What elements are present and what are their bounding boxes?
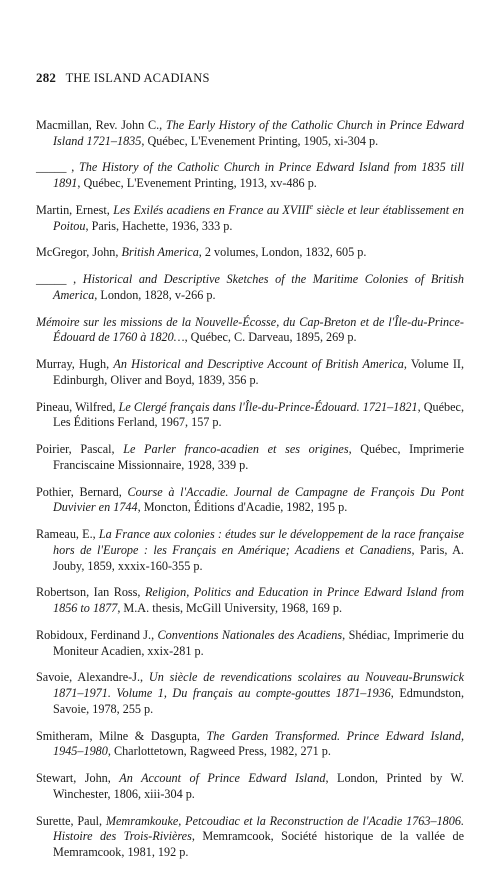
- entry-text: , 2 volumes, London, 1832, 605 p.: [198, 245, 367, 260]
- entry-title: Religion, Politics and Education in Prince Edward Island from 1856 to 1877: [53, 585, 464, 616]
- entry-title: Les Exilés acadiens en France au XVIII: [113, 202, 310, 217]
- entry-text: , London, Printed by W. Winchester, 1806, xiii-304 p.: [53, 771, 464, 801]
- entry-text-sup: e: [309, 201, 314, 211]
- entry-text: , Québec, C. Darveau, 1895, 269 p.: [184, 330, 357, 345]
- bibliography-entry: [36, 527, 464, 574]
- entry-text: , Edmundston, Savoie, 1978, 255 p.: [53, 686, 464, 716]
- entry-title: An Account of Prince Edward Island: [119, 771, 326, 786]
- entry-text: , Shédiac, Imprimerie du Moniteur Acadien, xxix-281 p.: [53, 627, 464, 658]
- entry-title: Un siècle de revendications scolaires au Nouveau-Brunswick 1871–1971. Volume 1, Du français au compte-gouttes 1871–1936: [53, 670, 464, 701]
- bibliography-entry: [36, 245, 464, 261]
- bibliography-list: [36, 118, 464, 872]
- entry-text: , M.A. thesis, McGill University, 1968, 169 p.: [117, 601, 342, 616]
- entry-text: , Paris, A. Jouby, 1859, xxxix-160-355 p.: [53, 542, 464, 573]
- bibliography-entry: [36, 729, 464, 761]
- entry-text: Murray, Hugh,: [36, 357, 114, 372]
- bibliography-entry: [36, 118, 464, 150]
- entry-title: Course à l'Accadie. Journal de Campagne de François Du Pont Duvivier en 1744: [53, 484, 464, 515]
- entry-title: La France aux colonies : études sur le développement de la race française hors de l'Europe : les Français en Amérique; Acadiens et Canadiens: [53, 527, 464, 557]
- entry-text: , Québec, L'Evenement Printing, 1905, xi-304 p.: [141, 133, 379, 148]
- bibliography-entry: [36, 628, 464, 660]
- entry-title: Memramkouke, Petcoudiac et la Reconstruction de l'Acadie 1763–1806. Histoire des Trois-Rivières: [53, 813, 464, 844]
- entry-text: Robertson, Ian Ross,: [36, 585, 145, 600]
- entry-title: Conventions Nationales des Acadiens: [157, 627, 343, 642]
- bibliography-entry: [36, 400, 464, 432]
- bibliography-entry: [36, 272, 464, 304]
- entry-text: Rameau, E.,: [36, 527, 99, 542]
- entry-text: , Paris, Hachette, 1936, 333 p.: [85, 218, 233, 233]
- entry-title: Historical and Descriptive Sketches of the Maritime Colonies of British America: [53, 272, 464, 302]
- entry-text: , Charlottetown, Ragweed Press, 1982, 271 p.: [107, 744, 331, 759]
- bibliography-entry: [36, 357, 464, 389]
- entry-text: Robidoux, Ferdinand J.,: [36, 627, 158, 642]
- entry-text: Surette, Paul,: [36, 813, 106, 828]
- bibliography-entry: [36, 585, 464, 617]
- entry-text: Pineau, Wilfred,: [36, 399, 119, 414]
- entry-text: , Québec, L'Evenement Printing, 1913, xv-486 p.: [77, 176, 317, 191]
- entry-text: Macmillan, Rev. John C.,: [36, 118, 166, 132]
- entry-text: McGregor, John,: [36, 245, 122, 260]
- entry-title: Le Parler franco-acadien et ses origines: [123, 442, 349, 457]
- entry-text: Poirier, Pascal,: [36, 442, 124, 457]
- running-title: THE ISLAND ACADIANS: [65, 71, 210, 85]
- entry-text: , Memramcook, Société historique de la vallée de Memramcook, 1981, 192 p.: [53, 829, 464, 860]
- bibliography-entry: [36, 670, 464, 717]
- entry-text: _____ ,: [36, 272, 83, 287]
- page-number: 282: [36, 70, 57, 85]
- bibliography-entry: [36, 485, 464, 517]
- entry-text: Stewart, John,: [36, 771, 120, 786]
- bibliography-entry: [36, 771, 464, 803]
- entry-title: The Early History of the Catholic Church in Prince Edward Island 1721–1835: [53, 118, 464, 148]
- entry-text: , London, 1828, v-266 p.: [94, 287, 216, 302]
- entry-text: Smitheram, Milne & Dasgupta,: [36, 728, 207, 743]
- entry-text: , Moncton, Éditions d'Acadie, 1982, 195 p.: [137, 500, 348, 515]
- entry-text: , Volume II, Edinburgh, Oliver and Boyd, 1839, 356 p.: [53, 357, 464, 387]
- running-head: [36, 70, 210, 86]
- entry-title: An Historical and Descriptive Account of British America: [113, 357, 404, 372]
- bibliography-entry: [36, 315, 464, 347]
- entry-title: siècle et leur établissement en Poitou: [53, 202, 465, 233]
- entry-title: The History of the Catholic Church in Prince Edward Island from 1835 till 1891: [53, 160, 465, 191]
- entry-title: The Garden Transformed. Prince Edward Island, 1945–1980: [53, 728, 464, 759]
- bibliography-entry: [36, 442, 464, 474]
- entry-text: Pothier, Bernard,: [36, 484, 128, 499]
- entry-title: Le Clergé français dans l'Île-du-Prince-Édouard. 1721–1821: [118, 399, 418, 414]
- entry-text: , Québec, Imprimerie Franciscaine Missionnaire, 1928, 339 p.: [53, 442, 464, 472]
- entry-text: _____ ,: [36, 160, 79, 175]
- entry-text: Savoie, Alexandre-J.,: [36, 670, 149, 685]
- entry-title: Mémoire sur les missions de la Nouvelle-Écosse, du Cap-Breton et de l'Île-du-Prince-Édouard de 1760 à 1820…: [36, 314, 464, 345]
- entry-text: , Québec, Les Éditions Ferland, 1967, 157 p.: [53, 399, 465, 430]
- bibliography-entry: [36, 203, 464, 235]
- bibliography-entry: [36, 814, 464, 861]
- bibliography-entry: [36, 160, 464, 192]
- entry-title: British America: [121, 245, 199, 260]
- entry-text: Martin, Ernest,: [36, 202, 114, 217]
